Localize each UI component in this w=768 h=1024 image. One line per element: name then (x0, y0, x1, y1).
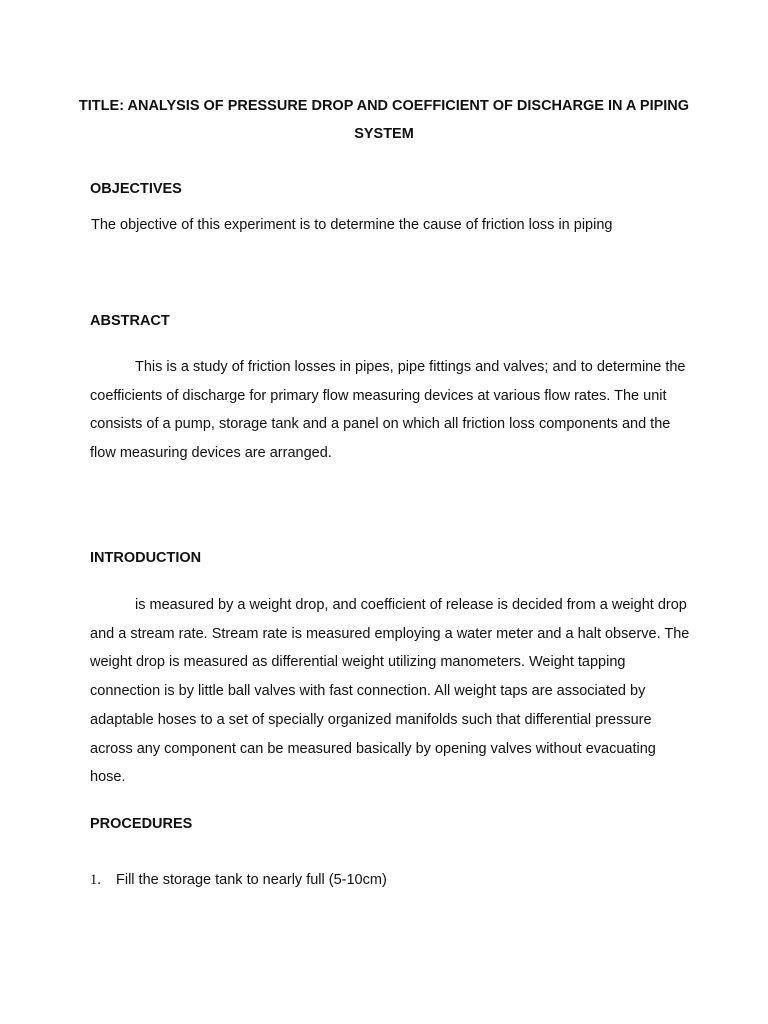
objectives-text: The objective of this experiment is to determine the cause of friction loss in piping (91, 217, 613, 233)
procedure-item (90, 871, 387, 889)
introduction-text: is measured by a weight drop, and coefficient of release is decided from a weight drop and a stream rate. Stream rate is measured employing a water meter and a halt observe. The weight drop is measured as differential weight utilizing manometers. Weight tapping connection is by little ball valves with fast connection. All weight taps are associated by adaptable hoses to a set of specially organized manifolds such that differential pressure across any component can be measured basically by opening valves without evacuating hose. (90, 597, 690, 786)
procedure-number: 1. (90, 872, 101, 888)
objectives-heading: OBJECTIVES (90, 181, 182, 197)
introduction-paragraph (90, 591, 690, 792)
procedure-text: Fill the storage tank to nearly full (5-10cm) (116, 872, 387, 888)
abstract-heading: ABSTRACT (90, 313, 170, 329)
document-title: TITLE: ANALYSIS OF PRESSURE DROP AND COEFFICIENT OF DISCHARGE IN A PIPING SYSTEM (78, 98, 690, 142)
abstract-text: This is a study of friction losses in pipes, pipe fittings and valves; and to determine the coefficients of discharge for primary flow measuring devices at various flow rates. The unit consists of a pump, storage tank and a panel on which all friction loss components and the flow measuring devices are arranged. (90, 359, 686, 462)
abstract-paragraph (90, 353, 690, 468)
procedures-heading: PROCEDURES (90, 816, 193, 832)
introduction-heading: INTRODUCTION (90, 550, 202, 566)
